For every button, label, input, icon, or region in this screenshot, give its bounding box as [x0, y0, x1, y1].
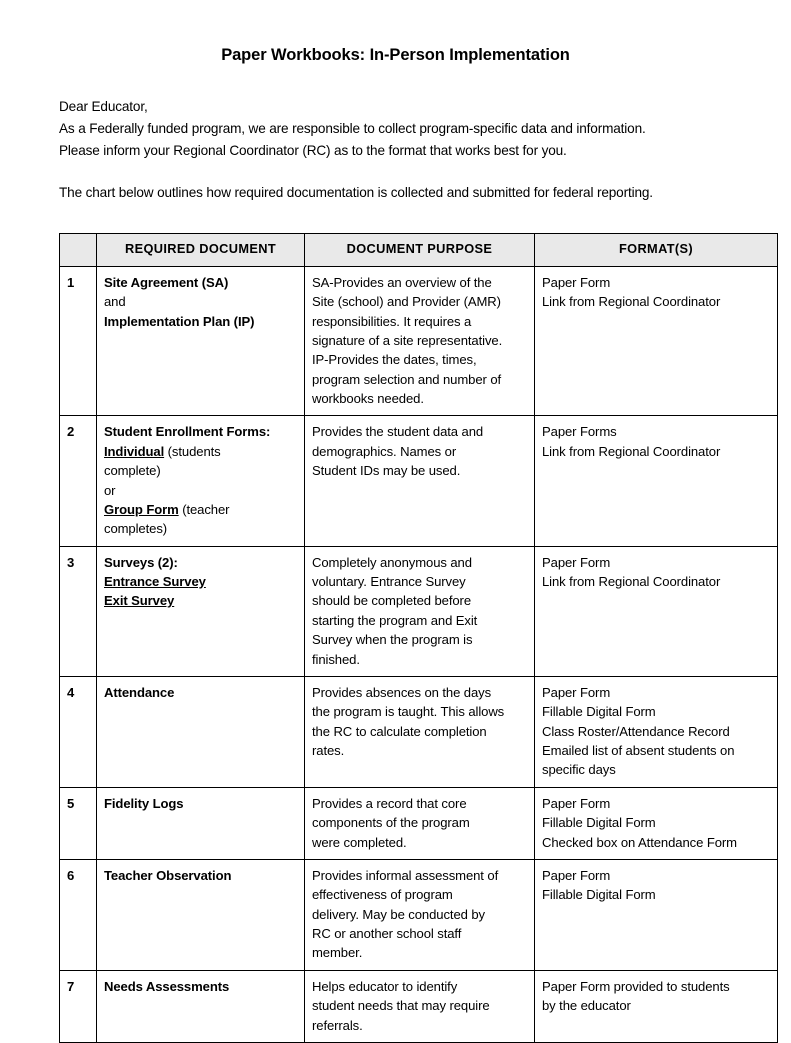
cell-document-purpose	[305, 970, 535, 1042]
row-number: 3	[60, 546, 97, 676]
format-line: Paper Form	[542, 795, 611, 811]
format-line: Paper Forms	[542, 424, 617, 440]
purpose-line: the program is taught. This allows	[312, 704, 505, 720]
document-line	[104, 461, 297, 480]
document-line	[104, 519, 297, 538]
purpose-line: Provides absences on the days	[312, 684, 492, 700]
row-number: 5	[60, 787, 97, 859]
requirements-table	[59, 233, 778, 1043]
purpose-line: rates.	[312, 743, 345, 759]
chart-note: The chart below outlines how required documentation is collected and submitted for federal reporting.	[59, 184, 653, 200]
purpose-line: Student IDs may be used.	[312, 463, 461, 479]
cell-document-purpose	[305, 416, 535, 546]
row-number: 1	[60, 266, 97, 416]
document-line	[104, 312, 297, 331]
purpose-line: were completed.	[312, 834, 407, 850]
format-line: Paper Form provided to students	[542, 978, 730, 994]
format-line: Fillable Digital Form	[542, 815, 656, 831]
purpose-line: finished.	[312, 651, 360, 667]
purpose-line: Provides the student data and	[312, 424, 484, 440]
document-line	[104, 273, 297, 292]
document-line	[104, 866, 297, 885]
document-line	[104, 794, 297, 813]
cell-required-document	[97, 266, 305, 416]
cell-formats	[535, 676, 778, 787]
document-line-text: completes)	[104, 521, 168, 537]
format-line: Link from Regional Coordinator	[542, 574, 721, 590]
column-header-formats: FORMAT(S)	[535, 233, 778, 266]
format-line: Link from Regional Coordinator	[542, 443, 721, 459]
purpose-line: Completely anonymous and	[312, 554, 472, 570]
format-line: Paper Form	[542, 684, 611, 700]
purpose-line: the RC to calculate completion	[312, 723, 487, 739]
row-number: 6	[60, 859, 97, 970]
purpose-line: Site (school) and Provider (AMR)	[312, 294, 501, 310]
cell-required-document	[97, 787, 305, 859]
row-number: 4	[60, 676, 97, 787]
document-line-text: Needs Assessments	[104, 978, 230, 994]
purpose-line: program selection and number of	[312, 371, 502, 387]
purpose-line: signature of a site representative.	[312, 332, 503, 348]
purpose-line: delivery. May be conducted by	[312, 906, 485, 922]
purpose-line: effectiveness of program	[312, 887, 453, 903]
document-line-text: Fidelity Logs	[104, 795, 184, 811]
format-line: Class Roster/Attendance Record	[542, 723, 730, 739]
intro-paragraph	[59, 66, 732, 162]
table-header	[60, 233, 778, 266]
cell-formats	[535, 546, 778, 676]
purpose-line: starting the program and Exit	[312, 612, 478, 628]
document-line	[104, 500, 297, 519]
table-row	[60, 546, 778, 676]
document-line	[104, 422, 297, 441]
document-line-suffix: (teacher	[178, 501, 230, 517]
document-line-suffix: (students	[164, 443, 221, 459]
format-line: Paper Form	[542, 554, 611, 570]
document-line	[104, 683, 297, 702]
document-line-text: and	[104, 294, 126, 310]
table-row	[60, 676, 778, 787]
purpose-line: referrals.	[312, 1017, 363, 1033]
cell-document-purpose	[305, 546, 535, 676]
format-line: by the educator	[542, 998, 631, 1014]
cell-required-document	[97, 416, 305, 546]
purpose-line: workbooks needed.	[312, 391, 424, 407]
format-line: specific days	[542, 762, 616, 778]
table-row	[60, 970, 778, 1042]
format-line: Checked box on Attendance Form	[542, 834, 737, 850]
cell-document-purpose	[305, 266, 535, 416]
purpose-line: IP-Provides the dates, times,	[312, 352, 477, 368]
table-row	[60, 416, 778, 546]
cell-formats	[535, 416, 778, 546]
document-line	[104, 481, 297, 500]
cell-formats	[535, 859, 778, 970]
cell-document-purpose	[305, 676, 535, 787]
purpose-line: Provides a record that core	[312, 795, 467, 811]
document-line-text: Exit Survey	[104, 593, 175, 609]
cell-required-document	[97, 676, 305, 787]
purpose-line: SA-Provides an overview of the	[312, 274, 492, 290]
table-row	[60, 266, 778, 416]
document-line	[104, 553, 297, 572]
intro-line: Dear Educator,	[59, 98, 148, 114]
document-line-text: or	[104, 482, 116, 498]
format-line: Link from Regional Coordinator	[542, 294, 721, 310]
intro-line: As a Federally funded program, we are responsible to collect program-specific data and information.	[59, 120, 646, 136]
purpose-line: components of the program	[312, 815, 470, 831]
cell-document-purpose	[305, 787, 535, 859]
row-number: 7	[60, 970, 97, 1042]
cell-formats	[535, 787, 778, 859]
document-line-text: Attendance	[104, 684, 175, 700]
format-line: Paper Form	[542, 274, 611, 290]
purpose-line: RC or another school staff	[312, 926, 462, 942]
cell-required-document	[97, 546, 305, 676]
format-line: Emailed list of absent students on	[542, 743, 735, 759]
format-line: Fillable Digital Form	[542, 887, 656, 903]
table-header-row	[60, 233, 778, 266]
document-line	[104, 591, 297, 610]
page-title: Paper Workbooks: In-Person Implementation	[221, 46, 570, 64]
format-line: Paper Form	[542, 867, 611, 883]
purpose-line: responsibilities. It requires a	[312, 313, 472, 329]
document-line	[104, 442, 297, 461]
cell-required-document	[97, 970, 305, 1042]
cell-formats	[535, 970, 778, 1042]
row-number: 2	[60, 416, 97, 546]
purpose-line: demographics. Names or	[312, 443, 457, 459]
purpose-line: student needs that may require	[312, 998, 490, 1014]
column-header-number	[60, 233, 97, 266]
document-line	[104, 572, 297, 591]
purpose-line: Survey when the program is	[312, 632, 473, 648]
purpose-line: voluntary. Entrance Survey	[312, 574, 466, 590]
cell-document-purpose	[305, 859, 535, 970]
document-line-text: Group Form	[104, 501, 179, 517]
column-header-required-document: REQUIRED DOCUMENT	[97, 233, 305, 266]
intro-line: Please inform your Regional Coordinator (RC) as to the format that works best for you.	[59, 142, 567, 158]
format-line: Fillable Digital Form	[542, 704, 656, 720]
table-body	[60, 266, 778, 1042]
cell-formats	[535, 266, 778, 416]
document-line-text: Student Enrollment Forms:	[104, 424, 271, 440]
document-line-text: Site Agreement (SA)	[104, 274, 229, 290]
purpose-line: Helps educator to identify	[312, 978, 458, 994]
column-header-document-purpose: DOCUMENT PURPOSE	[305, 233, 535, 266]
document-line-text: complete)	[104, 463, 161, 479]
document-line-text: Entrance Survey	[104, 574, 206, 590]
table-row	[60, 787, 778, 859]
document-line-text: Surveys (2):	[104, 554, 178, 570]
purpose-line: Provides informal assessment of	[312, 867, 499, 883]
document-line	[104, 292, 297, 311]
document-line-text: Teacher Observation	[104, 867, 232, 883]
cell-required-document	[97, 859, 305, 970]
document-line-text: Individual	[104, 443, 165, 459]
document-line	[104, 977, 297, 996]
purpose-line: should be completed before	[312, 593, 472, 609]
purpose-line: member.	[312, 945, 363, 961]
document-line-text: Implementation Plan (IP)	[104, 313, 255, 329]
table-row	[60, 859, 778, 970]
